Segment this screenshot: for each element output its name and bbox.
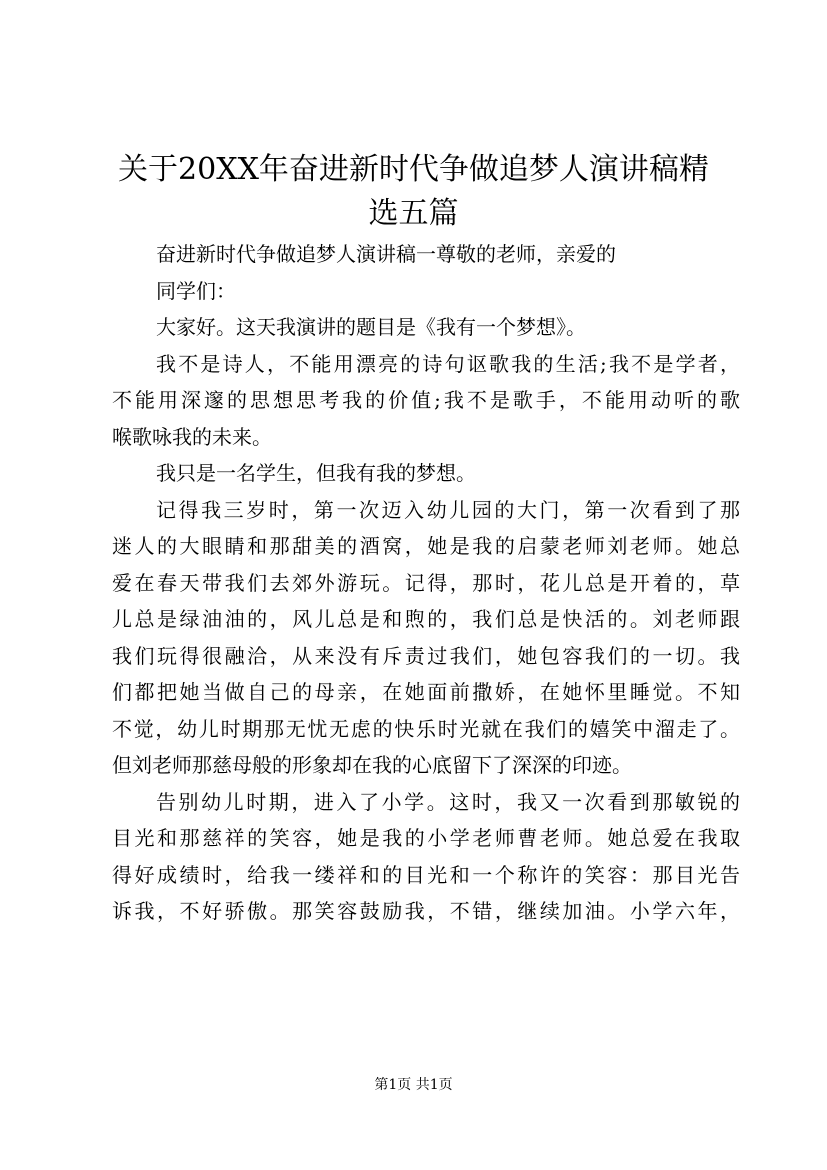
body-line: 我只是一名学生，但我有我的梦想。 — [156, 461, 476, 485]
body-line: 记得我三岁时，第一次迈入幼儿园的大门，第一次看到了那 — [156, 497, 740, 522]
title-line-2: 选五篇 — [368, 196, 459, 231]
body-line: 但刘老师那慈母般的形象却在我的心底留下了深深的印迹。 — [112, 753, 632, 777]
body-line: 诉我，不好骄傲。那笑容鼓励我，不错，继续加油。小学六年， — [112, 899, 740, 923]
body-line: 同学们： — [156, 278, 236, 303]
body-line: 喉歌咏我的未来。 — [112, 424, 272, 449]
title-line-1: 关于20XX年奋进新时代争做追梦人演讲稿精 — [118, 152, 709, 187]
body-line: 告别幼儿时期，进入了小学。这时，我又一次看到那敏锐的 — [156, 789, 740, 814]
body-line: 得好成绩时，给我一缕祥和的目光和一个称许的笑容：那目光告 — [112, 862, 740, 887]
body-line: 奋进新时代争做追梦人演讲稿一尊敬的老师，亲爱的 — [156, 242, 616, 266]
body-line: 我不是诗人，不能用漂亮的诗句讴歌我的生活;我不是学者， — [156, 351, 740, 376]
body-line: 爱在春天带我们去郊外游玩。记得，那时，花儿总是开着的，草 — [112, 570, 740, 595]
body-line: 大家好。这天我演讲的题目是《我有一个梦想》。 — [156, 315, 586, 339]
body-line: 我们玩得很融洽，从来没有斥责过我们，她包容我们的一切。我 — [112, 643, 740, 668]
page-number-footer: 第1页 共1页 — [374, 1077, 453, 1093]
body-line: 不觉，幼儿时期那无忧无虑的快乐时光就在我们的嬉笑中溜走了。 — [112, 716, 740, 741]
body-line: 迷人的大眼睛和那甜美的酒窝，她是我的启蒙老师刘老师。她总 — [112, 534, 740, 558]
body-line: 们都把她当做自己的母亲，在她面前撒娇，在她怀里睡觉。不知 — [112, 680, 740, 704]
document-body — [112, 236, 740, 930]
body-line: 不能用深邃的思想思考我的价值;我不是歌手，不能用动听的歌 — [112, 388, 740, 412]
document-title — [100, 148, 727, 236]
body-line: 儿总是绿油油的，风儿总是和煦的，我们总是快活的。刘老师跟 — [112, 607, 740, 631]
body-line: 目光和那慈祥的笑容，她是我的小学老师曹老师。她总爱在我取 — [112, 826, 740, 850]
